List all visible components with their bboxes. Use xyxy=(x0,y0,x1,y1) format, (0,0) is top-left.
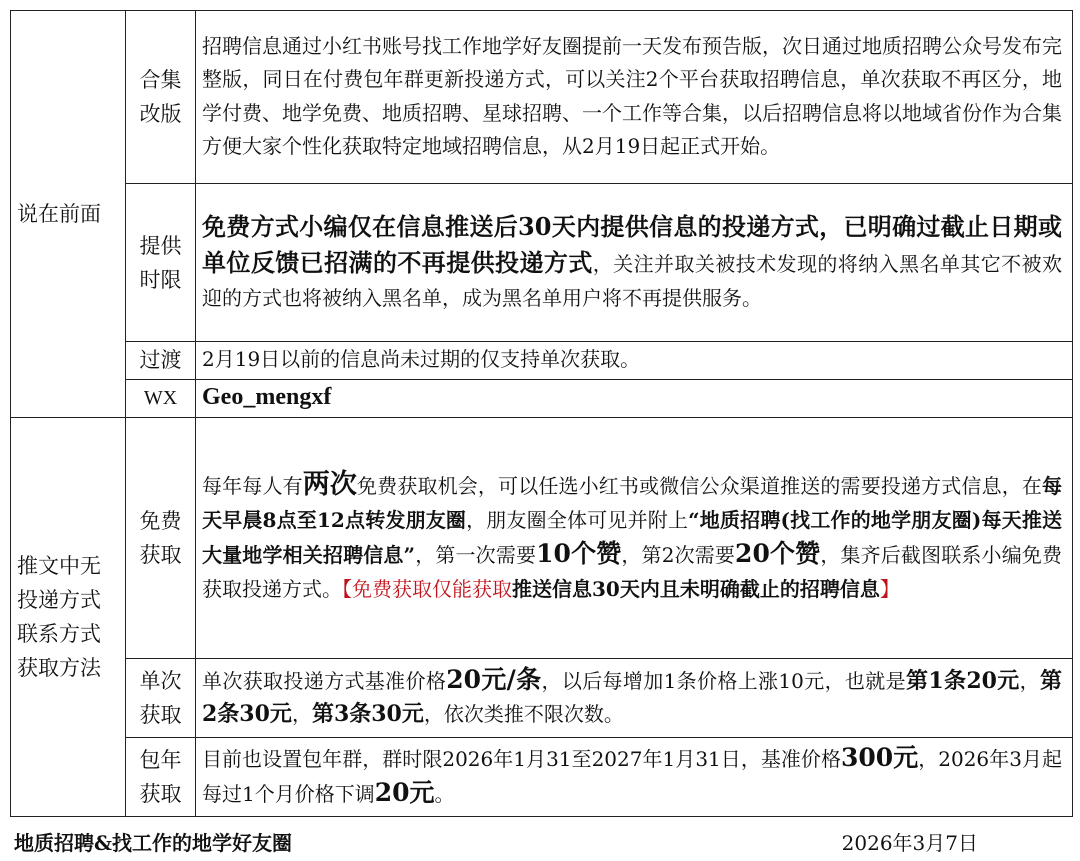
time-limit-emphasis: 免费方式小编仅在信息推送后30天内提供信息的投递方式，已明确过截止日期或单位反馈已招满的不再提供投递方式 xyxy=(202,211,1062,278)
table-row xyxy=(11,11,1073,184)
table-row xyxy=(11,342,1073,380)
table-row xyxy=(11,417,1073,658)
section-label-intro: 说在前面 xyxy=(11,11,126,418)
row-text-free: 每年每人有两次免费获取机会，可以任选小红书或微信公众渠道推送的需要投递方式信息，在每天早晨8点至12点转发朋友圈，朋友圈全体可见并附上“地质招聘(找工作的地学朋友圈)每天推送大量地学相关招聘信息”，第一次需要10个赞，第2次需要20个赞，集齐后截图联系小编免费获取投递方式。【免费获取仅能获取推送信息30天内且未明确截止的招聘信息】 xyxy=(196,417,1073,658)
wechat-id: Geo_mengxf xyxy=(196,379,1073,417)
row-text-annual: 目前也设置包年群，群时限2026年1月31至2027年1月31日，基准价格300元，2026年3月起每过1个月价格下调20元。 xyxy=(196,737,1073,816)
row-text-collection: 招聘信息通过小红书账号找工作地学好友圈提前一天发布预告版，次日通过地质招聘公众号发布完整版，同日在付费包年群更新投递方式，可以关注2个平台获取招聘信息，单次获取不再区分，地学付费、地学免费、地质招聘、星球招聘、一个工作等合集，以后招聘信息将以地域省份作为合集方便大家个性化获取特定地域招聘信息，从2月19日起正式开始。 xyxy=(196,11,1073,184)
row-label-annual: 包年 获取 xyxy=(126,737,196,816)
row-text-single: 单次获取投递方式基准价格20元/条，以后每增加1条价格上涨10元，也就是第1条20元，第2条30元，第3条30元，依次类推不限次数。 xyxy=(196,658,1073,737)
row-label-transition: 过渡 xyxy=(126,342,196,380)
footer-brand: 地质招聘&找工作的地学好友圈 xyxy=(14,831,293,855)
row-label-wx: WX xyxy=(126,379,196,417)
row-label-collection: 合集 改版 xyxy=(126,11,196,184)
time-limit-rest: ，关注并取关被技术发现的将纳入黑名单其它不被欢迎的方式也将被纳入黑名单，成为黑名单用户将不再提供服务。 xyxy=(202,252,1063,310)
info-table xyxy=(10,10,1073,817)
footer xyxy=(14,826,1064,860)
row-label-time-limit: 提供 时限 xyxy=(126,184,196,342)
row-text-transition: 2月19日以前的信息尚未过期的仅支持单次获取。 xyxy=(196,342,1073,380)
row-label-single: 单次 获取 xyxy=(126,658,196,737)
table-row xyxy=(11,658,1073,737)
table-row xyxy=(11,379,1073,417)
footer-date: 2026年3月7日 xyxy=(841,831,978,855)
table-row xyxy=(11,737,1073,816)
row-label-free: 免费 获取 xyxy=(126,417,196,658)
row-text-time-limit xyxy=(196,184,1073,342)
section-label-methods: 推文中无投递方式联系方式获取方法 xyxy=(11,417,126,816)
table-row xyxy=(11,184,1073,342)
